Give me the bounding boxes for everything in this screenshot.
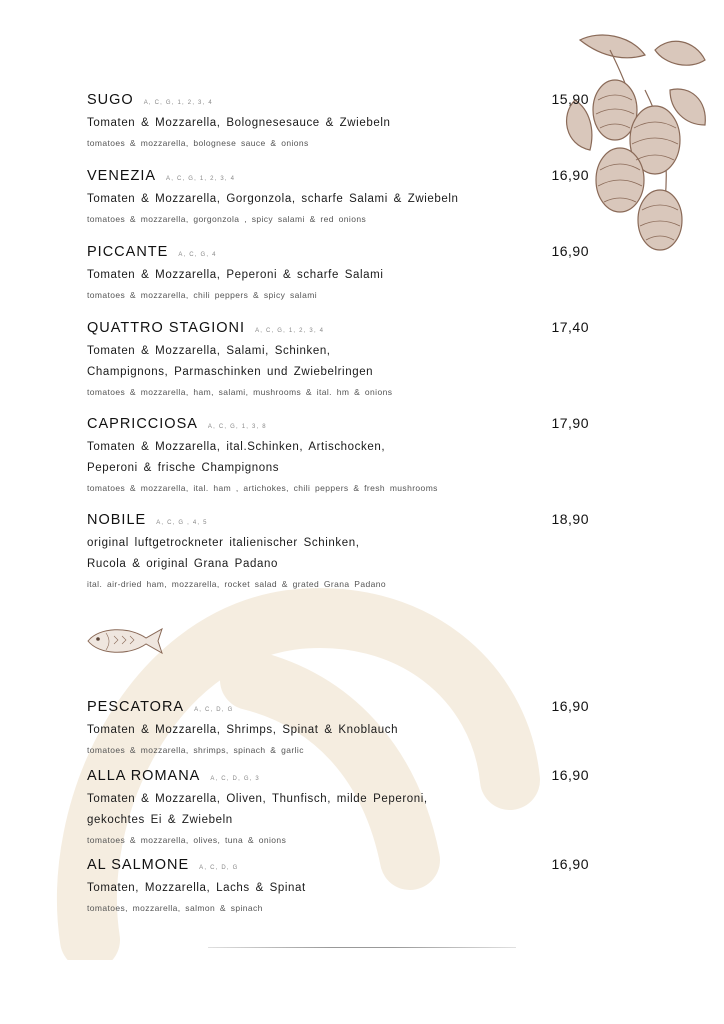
item-description: Tomaten, Mozzarella, Lachs & Spinat <box>87 882 306 894</box>
menu-item-pescatora <box>87 698 597 758</box>
item-description: Tomaten & Mozzarella, Peperoni & scharfe Salami <box>87 269 384 281</box>
item-description: Peperoni & frische Champignons <box>87 462 280 474</box>
item-price: 18,90 <box>551 511 589 527</box>
allergen-codes: A, C, G, 1, 2, 3, 4 <box>143 100 213 106</box>
allergen-codes: A, C, G, 1, 2, 3, 4 <box>166 176 236 182</box>
menu-item-al-salmone <box>87 856 597 916</box>
footer-divider <box>208 947 516 948</box>
item-price: 15,90 <box>551 91 589 107</box>
item-description: Champignons, Parmaschinken und Zwiebelringen <box>87 366 374 378</box>
item-translation: tomatoes & mozzarella, olives, tuna & onions <box>87 835 287 845</box>
allergen-codes: A, C, G , 4, 5 <box>156 520 208 526</box>
item-price: 17,40 <box>551 319 589 335</box>
item-price: 16,90 <box>551 698 589 714</box>
allergen-codes: A, C, G, 4 <box>178 252 217 258</box>
menu-item-capricciosa <box>87 415 597 496</box>
item-description: original luftgetrockneter italienischer Schinken, <box>87 537 360 549</box>
item-price: 16,90 <box>551 243 589 259</box>
item-translation: tomatoes & mozzarella, gorgonzola , spicy salami & red onions <box>87 214 367 224</box>
item-translation: tomatoes & mozzarella, bolognese sauce & onions <box>87 138 309 148</box>
item-name: CAPRICCIOSA <box>87 416 198 432</box>
item-translation: tomatoes & mozzarella, ham, salami, mushrooms & ital. hm & onions <box>87 387 393 397</box>
item-description: Rucola & original Grana Padano <box>87 558 278 570</box>
item-description: gekochtes Ei & Zwiebeln <box>87 814 233 826</box>
item-description: Tomaten & Mozzarella, Bolognesesauce & Zwiebeln <box>87 117 391 129</box>
menu-item-quattro-stagioni <box>87 319 597 400</box>
item-name: NOBILE <box>87 512 147 528</box>
allergen-codes: A, C, D, G, 3 <box>210 776 260 782</box>
allergen-codes: A, C, G, 1, 2, 3, 4 <box>255 328 325 334</box>
item-name: PESCATORA <box>87 699 185 715</box>
item-price: 16,90 <box>551 167 589 183</box>
item-price: 16,90 <box>551 767 589 783</box>
item-description: Tomaten & Mozzarella, Oliven, Thunfisch, milde Peperoni, <box>87 793 428 805</box>
item-price: 16,90 <box>551 856 589 872</box>
item-translation: ital. air-dried ham, mozzarella, rocket salad & grated Grana Padano <box>87 579 386 589</box>
item-description: Tomaten & Mozzarella, Gorgonzola, scharfe Salami & Zwiebeln <box>87 193 459 205</box>
item-name: AL SALMONE <box>87 857 190 873</box>
item-description: Tomaten & Mozzarella, Salami, Schinken, <box>87 345 331 357</box>
item-name: ALLA ROMANA <box>87 768 201 784</box>
menu-item-alla-romana <box>87 767 597 848</box>
item-translation: tomatoes & mozzarella, shrimps, spinach & garlic <box>87 745 304 755</box>
item-translation: tomatoes & mozzarella, chili peppers & spicy salami <box>87 290 317 300</box>
allergen-codes: A, C, D, G <box>199 865 239 871</box>
allergen-codes: A, C, G, 1, 3, 8 <box>207 424 267 430</box>
menu-item-piccante <box>87 243 597 303</box>
item-name: QUATTRO STAGIONI <box>87 320 246 336</box>
item-name: VENEZIA <box>87 168 157 184</box>
item-name: SUGO <box>87 92 134 108</box>
item-price: 17,90 <box>551 415 589 431</box>
menu-item-venezia <box>87 167 597 227</box>
item-translation: tomatoes, mozzarella, salmon & spinach <box>87 903 263 913</box>
item-name: PICCANTE <box>87 244 169 260</box>
fish-icon <box>84 624 166 658</box>
item-translation: tomatoes & mozzarella, ital. ham , artichokes, chili peppers & fresh mushrooms <box>87 483 438 493</box>
menu-item-sugo <box>87 91 597 151</box>
allergen-codes: A, C, D, G <box>194 707 234 713</box>
menu-item-nobile <box>87 511 597 592</box>
item-description: Tomaten & Mozzarella, ital.Schinken, Artischocken, <box>87 441 386 453</box>
item-description: Tomaten & Mozzarella, Shrimps, Spinat & Knoblauch <box>87 724 399 736</box>
